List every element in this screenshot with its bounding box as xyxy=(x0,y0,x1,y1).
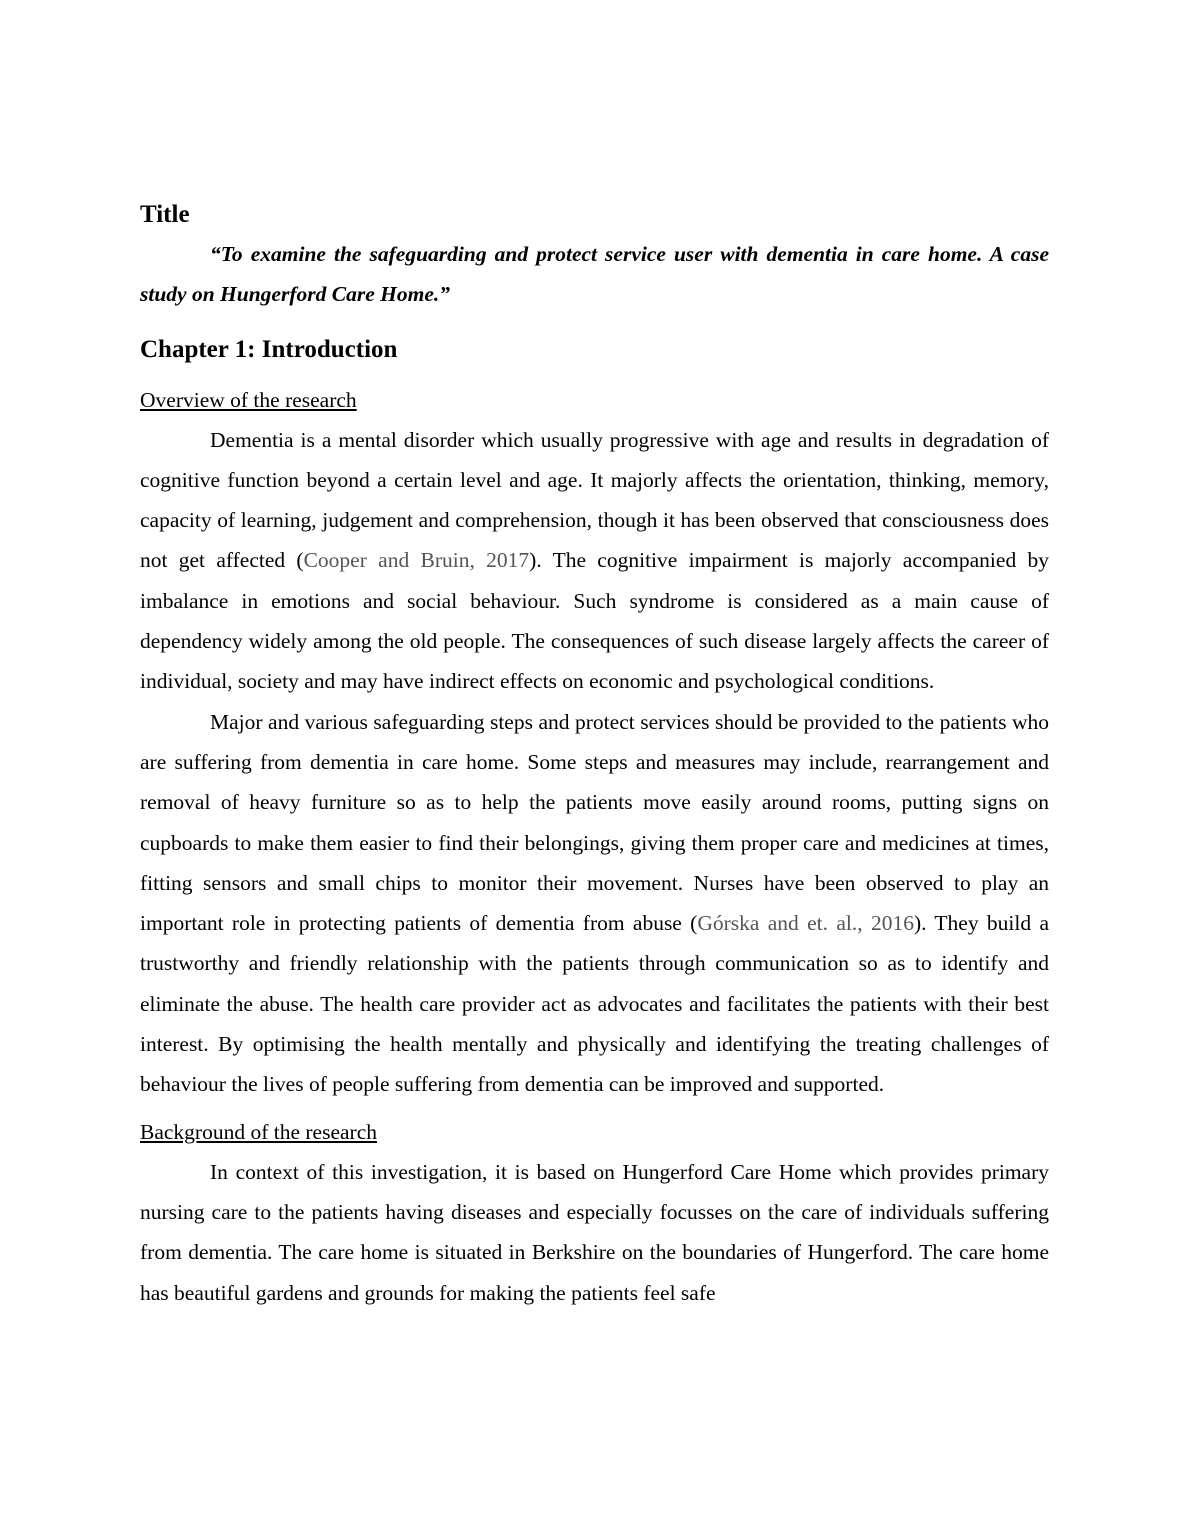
citation-gorska: Górska and et. al., 2016 xyxy=(697,911,914,936)
background-paragraph-1: In context of this investigation, it is based on Hungerford Care Home which provides primary nursing care to the patients having diseases and especially focusses on the care of individuals suffering from dementia. The care home is situated in Berkshire on the boundaries of Hungerford. The care home has beautiful gardens and grounds for making the patients feel safe xyxy=(140,1159,1049,1305)
overview-paragraph-1 xyxy=(140,420,1049,702)
document-page xyxy=(140,196,1049,1313)
overview-heading: Overview of the research xyxy=(140,387,357,412)
overview-p1-text-after: ). The cognitive impairment is majorly accompanied by imbalance in emotions and social behaviour. Such syndrome is considered as a main cause of dependency widely among the old people. The consequences of such disease largely affects the career of individual, society and may have indirect effects on economic and psychological conditions. xyxy=(140,548,1049,694)
citation-cooper-bruin: Cooper and Bruin, 2017 xyxy=(303,548,530,573)
overview-p1-text-before: Dementia is a mental disorder which usually progressive with age and results in degradation of cognitive function beyond a certain level and age. It majorly affects the orientation, thinking, memory, capacity of learning, judgement and comprehension, though it has been observed that consciousness does not get affected ( xyxy=(140,427,1049,573)
overview-p2-text-after: ). They build a trustworthy and friendly relationship with the patients through communication so as to identify and eliminate the abuse. The health care provider act as advocates and facilitates the patients with their best interest. By optimising the health mentally and physically and identifying the treating challenges of behaviour the lives of people suffering from dementia can be improved and supported. xyxy=(140,911,1049,1097)
overview-paragraph-2 xyxy=(140,702,1049,1105)
background-heading: Background of the research xyxy=(140,1119,377,1144)
title-heading: Title xyxy=(140,201,190,228)
chapter-heading: Chapter 1: Introduction xyxy=(140,335,398,363)
overview-p2-text-before: Major and various safeguarding steps and protect services should be provided to the patients who are suffering from dementia in care home. Some steps and measures may include, rearrangement and removal of heavy furniture so as to help the patients move easily around rooms, putting signs on cupboards to make them easier to find their belongings, giving them proper care and medicines at times, fitting sensors and small chips to monitor their movement. Nurses have been observed to play an important role in protecting patients of dementia from abuse ( xyxy=(140,709,1049,936)
study-title: “To examine the safeguarding and protect service user with dementia in care home. A case study on Hungerford Care Home.” xyxy=(140,242,1049,307)
